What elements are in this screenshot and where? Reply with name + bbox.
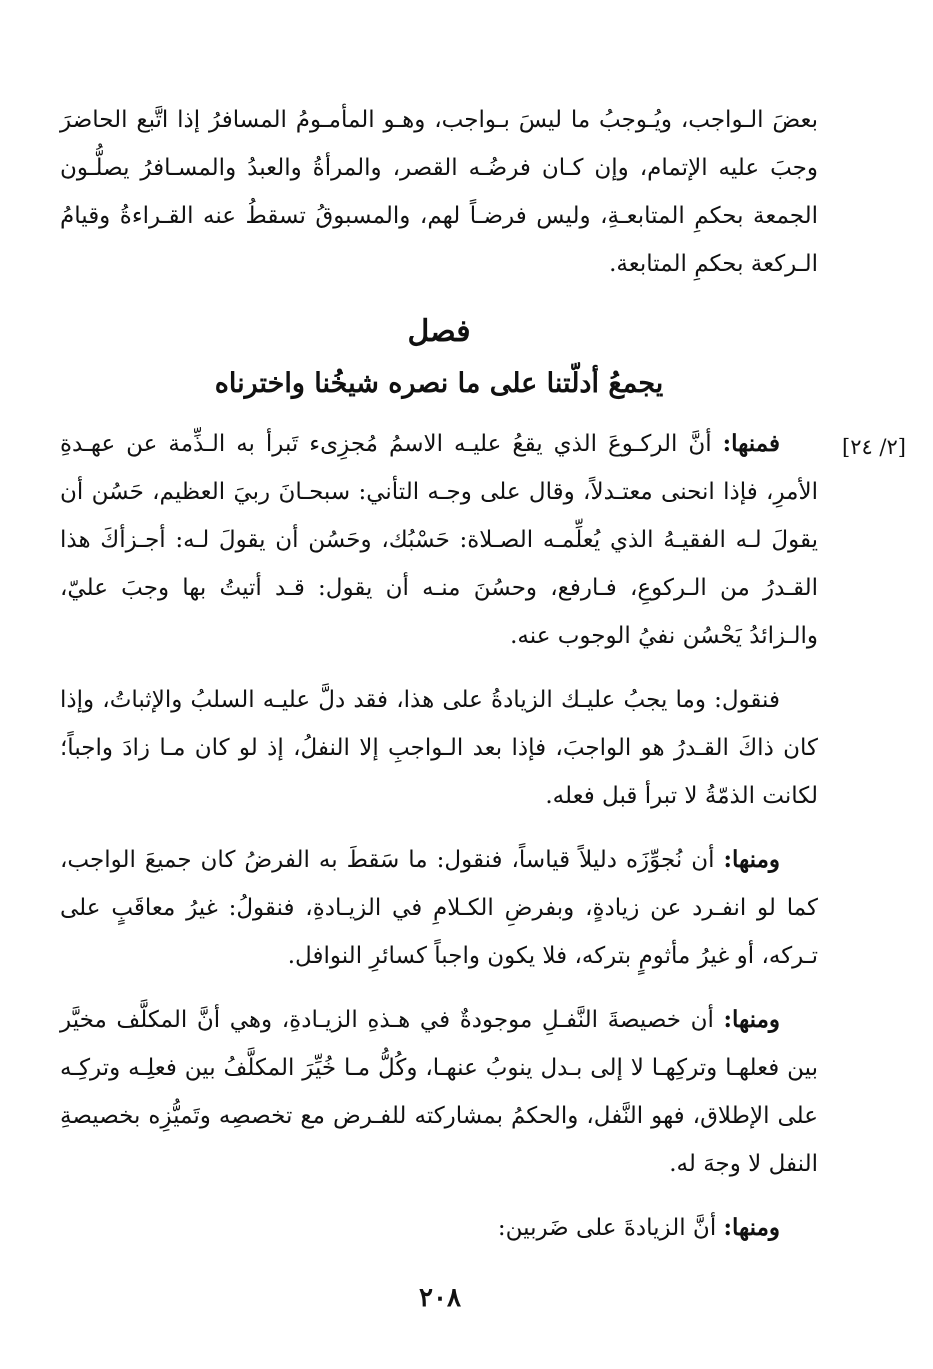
section-subtitle: يجمعُ أدلّتنا على ما نصره شيخُنا واخترناه [214,368,664,399]
argument-text: أن نُجوِّزَه دليلاً قياساً، فنقول: ما سَقطَ به الفرضُ كان جميعَ الواجب، كما لو انفـرد عن زيادةٍ، وبفرضِ الكـلامِ في الزيـادةِ، فنقولُ: غيرُ معاقَبٍ على تـركه، أو غيرُ مأثومٍ بتركه، فلا يكون واجباً كسائرِ النوافل. [60,847,818,969]
argument-paragraph-3 [60,836,818,980]
margin-volume-page-reference: [٢/ ٢٤] [841,435,906,459]
argument-text: فنقول: وما يجبُ عليـك الزيادةُ على هذا، فقد دلَّ عليـه السلبُ والإثباتُ، وإذا كان ذاكَ القـدرُ هو الواجبَ، فإذا بعد الـواجبِ إلا النفلُ، إذ لو كان مـا زادَ واجباً؛ لكانت الذمّةُ لا تبرأ قبل فعله. [60,687,818,809]
argument-text: أن خصيصةَ النَّفـلِ موجودةٌ في هـذهِ الزيـادةِ، وهي أنَّ المكلَّف مخيَّر بين فعلهـا وتركِهـا لا إلى بـدل ينوبُ عنهـا، وكُلُّ مـا خُيِّرَ المكلَّفُ بين فعلِـه وتركِـه على الإطلاق، فهو النَّفل، والحكمُ بمشاركته للفـرض مع تخصصِه وتَميُّزِه بخصيصةِ النفل لا وجهَ له. [60,1007,818,1177]
page-body [60,96,818,1268]
argument-lead: ومنها: [723,1214,780,1241]
argument-lead: فمنها: [722,430,780,457]
intro-paragraph: بعضَ الـواجب، ويُـوجبُ ما ليسَ بـواجب، وهـو المأمـومُ المسافرُ إذا اتَّبع الحاضرَ وجبَ عليه الإتمام، وإن كـان فرضُـه القصر، والمرأةُ والعبدُ والمسـافرُ يصلُّـون الجمعة بحكمِ المتابعـةِ، وليس فرضـاً لهم، والمسبوقُ تسقطُ عنه القـراءةُ وقيامُ الـركعة بحكمِ المتابعة. [60,107,819,277]
argument-paragraph-4 [60,996,818,1188]
argument-paragraph-2 [60,676,818,820]
argument-paragraph-1 [60,420,818,660]
page-number: ٢٠٨ [419,1283,461,1313]
argument-lead: ومنها: [723,846,780,873]
argument-paragraph-5 [60,1204,818,1252]
section-title: فصل [407,314,471,349]
argument-lead: ومنها: [723,1006,780,1033]
argument-text: أنَّ الركـوعَ الذي يقعُ عليـه الاسمُ مُجزِىء تَبرأ به الـذِّمة عن عهـدةِ الأمرِ، فإذا انحنى معتـدلاً، وقال على وجـه التأني: سبحـانَ ربيَ العظيم، حَسُن أن يقولَ لـه الفقيـهُ الذي يُعلِّمـه الصـلاة: حَسْبُك، وحَسُن أن يقولَ لـه: أجـزأكَ هذا القـدرُ من الـركوعِ، فـارفع، وحسُنَ منـه أن يقول: قـد أتيتُ بها وجبَ عليّ، والـزائدُ يَحْسُن نفيُ الوجوب عنه. [60,431,818,649]
argument-text: أنَّ الزيادةَ على ضَربين: [497,1215,724,1241]
